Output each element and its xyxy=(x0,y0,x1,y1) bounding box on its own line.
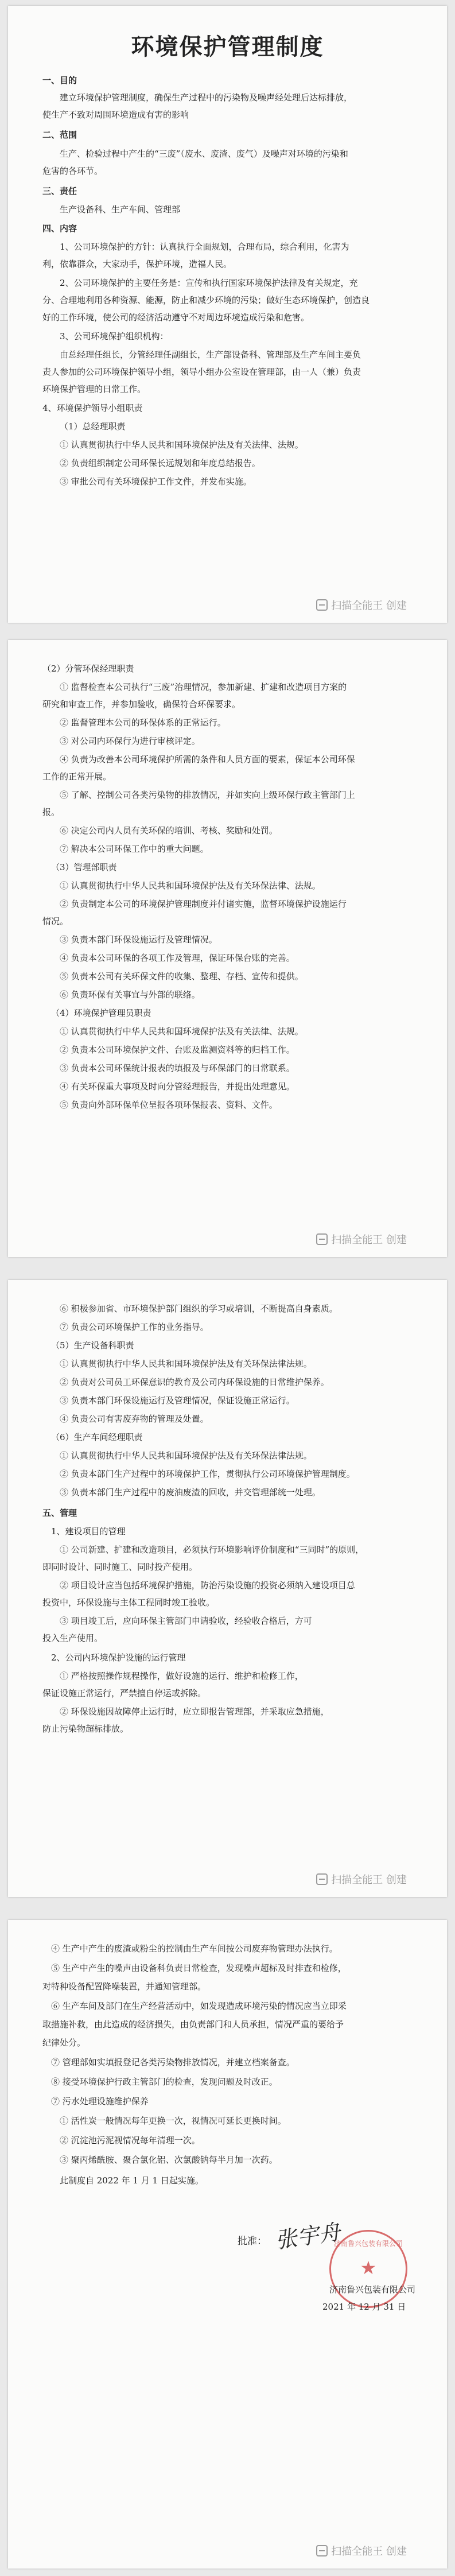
document-page-3 xyxy=(8,1280,447,1897)
text-line: 生产设备科、生产车间、管理部 xyxy=(60,204,181,215)
text-line: ① 认真贯彻执行中华人民共和国环境保护法及有关环保法律、法规。 xyxy=(60,880,321,891)
text-line: ⑥ 生产车间及部门在生产经营活动中，如发现造成环境污染的情况应当立即采 xyxy=(51,2001,347,2011)
document-page-4 xyxy=(8,1920,447,2569)
seal-text: 济南鲁兴包装有限公司 xyxy=(333,2240,403,2248)
text-line: ③ 项目竣工后，应向环保主管部门申请验收，经验收合格后，方可 xyxy=(60,1616,312,1626)
text-line: 由总经理任组长，分管经理任副组长，生产部设备科、管理部及生产车间主要负 xyxy=(60,350,361,360)
text-line: （2）分管环保经理职责 xyxy=(42,664,134,674)
text-line: 分、合理地利用各种资源、能源，防止和减少环境的污染；做好生态环境保护，创造良 xyxy=(42,295,370,305)
text-line: ① 认真贯彻执行中华人民共和国环境保护法及有关法律、法规。 xyxy=(60,440,304,450)
watermark-text: 扫描全能王 创建 xyxy=(331,2546,407,2558)
text-line: ⑦ 解决本公司环保工作中的重大问题。 xyxy=(60,844,209,854)
text-line: （6）生产车间经理职责 xyxy=(51,1432,143,1442)
text-line: 环境保护管理的日常工作。 xyxy=(42,384,146,394)
text-line: ⑤ 负责向外部环保单位呈报各项环保报表、资料、文件。 xyxy=(60,1100,278,1110)
seal-star-icon: ★ xyxy=(360,2257,377,2279)
text-line: 责人参加的公司环境保护领导小组，领导小组办公室设在管理部，由一人（兼）负责 xyxy=(42,367,361,377)
scanner-watermark xyxy=(316,1232,407,1247)
text-line: ④ 生产中产生的废渣或粉尘的控制由生产车间按公司废弃物管理办法执行。 xyxy=(51,1943,338,1954)
text-line: 研究和审查工作，并参加验收，确保符合环保要求。 xyxy=(42,699,241,709)
scanner-icon xyxy=(316,2545,328,2556)
approval-date: 2021 年 12 月 31 日 xyxy=(322,2302,406,2312)
document-title: 环境保护管理制度 xyxy=(131,34,324,60)
text-line: ② 监督管理本公司的环保体系的正常运行。 xyxy=(60,717,226,728)
text-line: 1、公司环境保护的方针：认真执行全面规划，合理布局，综合利用，化害为 xyxy=(60,242,349,252)
text-line: ⑦ 污水处理设施维护保养 xyxy=(51,2096,149,2106)
text-line: ① 认真贯彻执行中华人民共和国环境保护法及有关环保法律法规。 xyxy=(60,1359,312,1369)
text-line: 对特种设备配置降噪装置，并通知管理部。 xyxy=(42,1981,207,1992)
text-line: ③ 对公司内环保行为进行审核评定。 xyxy=(60,736,200,746)
approval-label: 批准： xyxy=(238,2236,267,2247)
text-line: ① 活性炭一般情况每年更换一次，视情况可延长更换时间。 xyxy=(60,2116,286,2126)
scanner-watermark xyxy=(316,598,407,612)
watermark-text: 扫描全能王 创建 xyxy=(331,1234,407,1246)
text-line: ④ 负责为改善本公司环境保护所需的条件和人员方面的要素，保证本公司环保 xyxy=(60,754,355,765)
text-line: ② 负责本公司环境保护文件、台账及监测资料等的归档工作。 xyxy=(60,1045,295,1055)
text-line: ③ 审批公司有关环境保护工作文件，并发布实施。 xyxy=(60,476,252,487)
text-line: 3、公司环境保护组织机构： xyxy=(60,331,169,342)
text-line: 保证设施正常运行，严禁擅自停运或拆除。 xyxy=(42,1688,207,1698)
text-line: 投入生产使用。 xyxy=(42,1633,103,1643)
text-line: 纪律处分。 xyxy=(42,2038,86,2048)
watermark-text: 扫描全能王 创建 xyxy=(331,1874,407,1886)
text-line: 此制度自 2022 年 1 月 1 日起实施。 xyxy=(60,2175,204,2186)
text-line: ② 环保设施因故障停止运行时，应立即报告管理部，并采取应急措施， xyxy=(60,1706,329,1717)
text-line: 报。 xyxy=(42,807,60,817)
text-line: ② 负责制定本公司的环境保护管理制度并付诸实施，监督环境保护设施运行 xyxy=(60,899,347,909)
text-line: ③ 负责本部门生产过程中的废油废渣的回收，并交管理部统一处理。 xyxy=(60,1487,321,1498)
section-heading: 五、管理 xyxy=(42,1508,77,1518)
text-line: ⑥ 积极参加省、市环境保护部门组织的学习或培训，不断提高自身素质。 xyxy=(60,1303,338,1314)
text-line: ⑤ 了解、控制公司各类污染物的排放情况，并如实向上级环保行政主管部门上 xyxy=(60,790,355,800)
watermark-text: 扫描全能王 创建 xyxy=(331,600,407,612)
text-line: ② 负责对公司员工环保意识的教育及公司内环保设施的日常维护保养。 xyxy=(60,1377,329,1387)
section-heading: 一、目的 xyxy=(42,75,77,86)
document-page-1 xyxy=(8,6,447,623)
text-line: ⑦ 负责公司环境保护工作的业务指导。 xyxy=(60,1322,209,1332)
text-line: ⑧ 接受环境保护行政主管部门的检查，发现问题及时改正。 xyxy=(51,2077,278,2087)
document-page-2 xyxy=(8,640,447,1257)
text-line: ⑤ 负责本公司有关环保文件的收集、整理、存档、宣传和提供。 xyxy=(60,971,304,981)
scanner-icon xyxy=(316,599,328,611)
text-line: （1）总经理职责 xyxy=(60,421,126,432)
scanner-watermark xyxy=(316,1872,407,1887)
scanner-icon xyxy=(316,1233,328,1245)
text-line: ④ 负责公司有害废弃物的管理及处置。 xyxy=(60,1414,209,1424)
text-line: ③ 负责本部门环保设施运行及管理情况，保证设施正常运行。 xyxy=(60,1395,295,1406)
company-seal xyxy=(329,2230,407,2308)
scanner-icon xyxy=(316,1873,328,1885)
handwritten-signature: 张宇舟 xyxy=(273,2219,343,2253)
text-line: 情况。 xyxy=(42,916,69,926)
scanner-watermark xyxy=(316,2543,407,2558)
text-line: ③ 聚丙烯酰胺、聚合氯化铝、次氯酸钠每半月加一次药。 xyxy=(60,2155,278,2165)
text-line: ① 监督检查本公司执行“三废”治理情况，参加新建、扩建和改造项目方案的 xyxy=(60,682,347,692)
text-line: 取措施补救，由此造成的经济损失，由负责部门和人员承担，情况严重的要给予 xyxy=(42,2019,344,2030)
company-name: 济南鲁兴包装有限公司 xyxy=(329,2284,416,2295)
text-line: ① 公司新建、扩建和改造项目，必须执行环境影响评价制度和“三同时”的原则， xyxy=(60,1545,364,1555)
text-line: ④ 有关环保重大事项及时向分管经理报告，并提出处理意见。 xyxy=(60,1081,295,1092)
text-line: （3）管理部职责 xyxy=(51,862,117,872)
text-line: （5）生产设备科职责 xyxy=(51,1340,134,1351)
text-line: ② 沉淀池污泥视情况每年清理一次。 xyxy=(60,2135,200,2146)
text-line: ① 认真贯彻执行中华人民共和国环境保护法及有关环保法律法规。 xyxy=(60,1450,312,1461)
text-line: 投资中，环保设施与主体工程同时竣工验收。 xyxy=(42,1597,215,1608)
text-line: ③ 负责本公司环保统计报表的填报及与环保部门的日常联系。 xyxy=(60,1063,295,1073)
text-line: 生产、检验过程中产生的“三废”（废水、废渣、废气）及噪声对环境的污染和 xyxy=(60,149,348,159)
text-line: ② 负责组织制定公司环保长远规划和年度总结报告。 xyxy=(60,458,260,468)
text-line: ② 项目设计应当包括环境保护措施，防治污染设施的投资必须纳入建设项目总 xyxy=(60,1580,355,1590)
text-line: ⑦ 管理部如实填报登记各类污染物排放情况，并建立档案备查。 xyxy=(51,2057,295,2067)
text-line: 2、公司内环境保护设施的运行管理 xyxy=(51,1652,186,1663)
text-line: ② 负责本部门生产过程中的环境保护工作，贯彻执行公司环境保护管理制度。 xyxy=(60,1469,355,1479)
text-line: ⑥ 决定公司内人员有关环保的培训、考核、奖励和处罚。 xyxy=(60,825,278,836)
section-heading: 二、范围 xyxy=(42,130,77,140)
text-line: 危害的各环节。 xyxy=(42,166,103,176)
text-line: ④ 负责本公司环保的各项工作及管理，保证环保台账的完善。 xyxy=(60,953,295,963)
text-line: 好的工作环境，使公司的经济活动遵守不对周边环境造成污染和危害。 xyxy=(42,312,310,323)
text-line: （4）环境保护管理员职责 xyxy=(51,1008,151,1018)
section-heading: 四、内容 xyxy=(42,223,77,234)
text-line: ③ 负责本部门环保设施运行及管理情况。 xyxy=(60,934,217,945)
text-line: 2、公司环境保护的主要任务是：宣传和执行国家环境保护法律及有关规定，充 xyxy=(60,278,358,288)
text-line: 即同时设计、同时施工、同时投产使用。 xyxy=(42,1562,198,1572)
text-line: 工作的正常开展。 xyxy=(42,771,112,782)
text-line: ① 严格按照操作规程操作，做好设施的运行、维护和检修工作， xyxy=(60,1671,304,1681)
text-line: ⑥ 负责环保有关事宜与外部的联络。 xyxy=(60,990,200,1000)
text-line: 使生产不致对周围环境造成有害的影响 xyxy=(42,110,189,120)
text-line: 防止污染物超标排放。 xyxy=(42,1724,129,1734)
text-line: ① 认真贯彻执行中华人民共和国环境保护法及有关法律、法规。 xyxy=(60,1026,304,1037)
section-heading: 三、责任 xyxy=(42,186,77,196)
text-line: 1、建设项目的管理 xyxy=(51,1526,126,1537)
text-line: ⑤ 生产中产生的噪声由设备科负责日常检查，发现噪声超标及时排查和检修， xyxy=(51,1963,347,1973)
text-line: 4、环境保护领导小组职责 xyxy=(42,403,143,413)
text-line: 利，依靠群众，大家动手，保护环境，造福人民。 xyxy=(42,259,232,269)
text-line: 建立环境保护管理制度，确保生产过程中的污染物及噪声经处理后达标排放， xyxy=(60,92,353,103)
